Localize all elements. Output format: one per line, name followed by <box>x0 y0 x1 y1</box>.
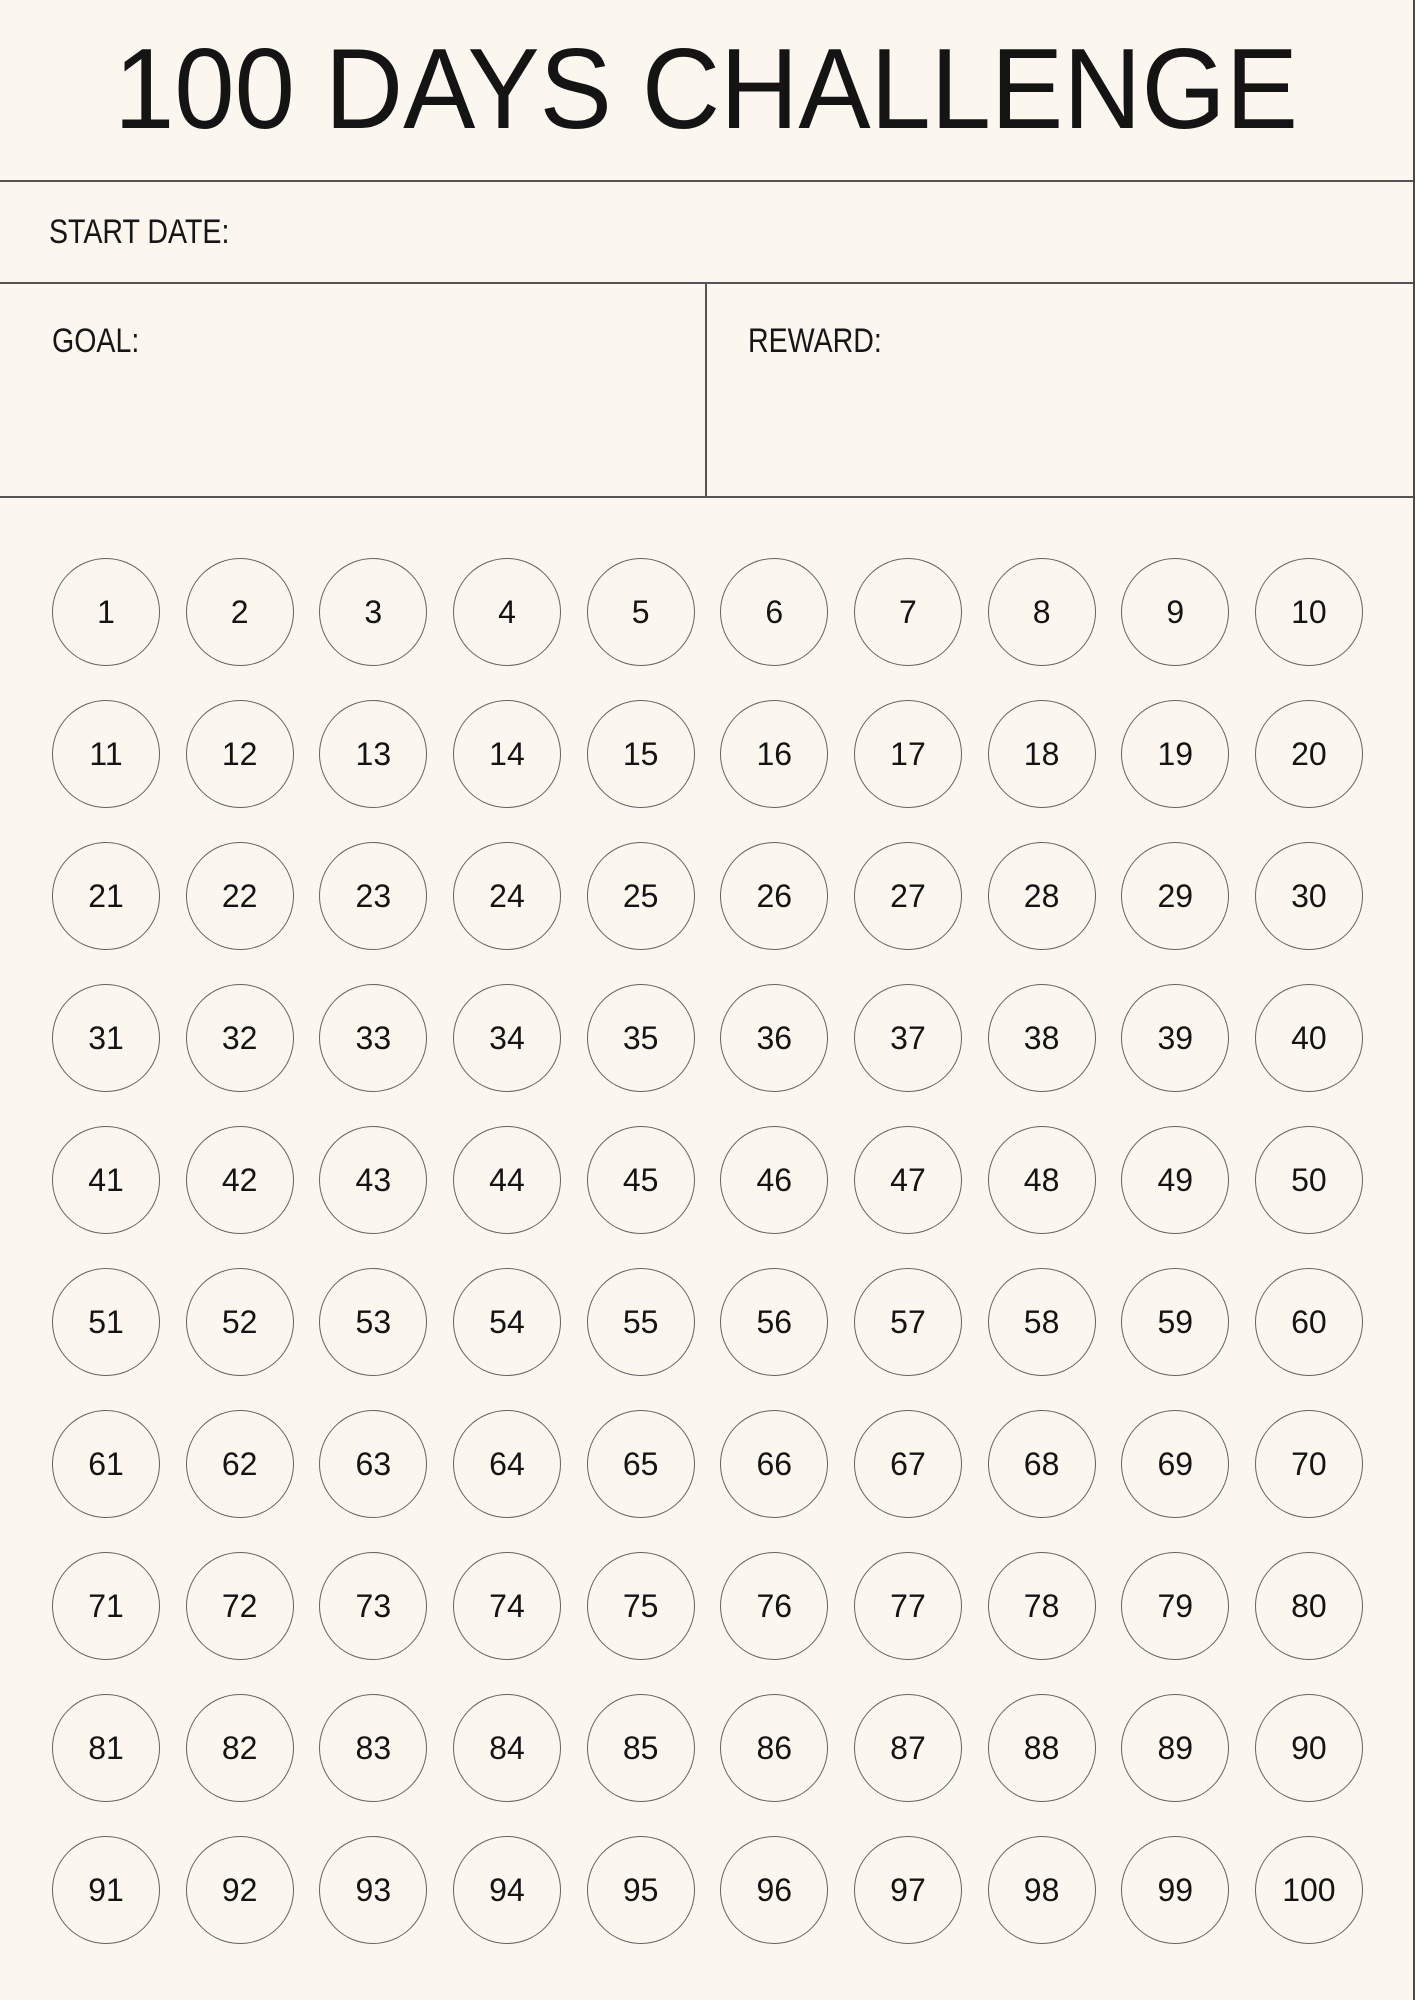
day-circle[interactable] <box>854 1694 962 1802</box>
day-circle[interactable] <box>319 1410 427 1518</box>
day-circle[interactable] <box>854 1552 962 1660</box>
day-circle[interactable] <box>52 1836 160 1944</box>
day-number: 56 <box>756 1304 793 1340</box>
day-circle[interactable] <box>1121 842 1229 950</box>
day-number: 16 <box>756 736 793 772</box>
day-circle[interactable] <box>319 558 427 666</box>
day-circle[interactable] <box>52 700 160 808</box>
day-circle[interactable] <box>453 1836 561 1944</box>
day-number: 89 <box>1157 1730 1194 1766</box>
day-number: 85 <box>622 1730 659 1766</box>
day-number: 98 <box>1023 1872 1060 1908</box>
day-number: 64 <box>489 1446 525 1482</box>
day-circle[interactable] <box>720 558 828 666</box>
day-circle[interactable] <box>988 1268 1096 1376</box>
days-grid <box>52 558 1363 1944</box>
day-circle[interactable] <box>720 842 828 950</box>
day-circle[interactable] <box>319 984 427 1092</box>
day-number: 69 <box>1157 1446 1194 1482</box>
day-number: 82 <box>221 1730 258 1766</box>
goal-label: GOAL: <box>52 322 140 360</box>
day-circle[interactable] <box>186 842 294 950</box>
day-number: 29 <box>1157 878 1194 914</box>
day-circle[interactable] <box>587 984 695 1092</box>
day-number: 11 <box>89 736 123 772</box>
day-circle[interactable] <box>52 842 160 950</box>
day-number: 75 <box>622 1588 659 1624</box>
day-number: 77 <box>890 1588 926 1624</box>
day-number: 52 <box>221 1304 258 1340</box>
day-number: 91 <box>88 1872 124 1908</box>
day-circle[interactable] <box>988 984 1096 1092</box>
day-number: 81 <box>88 1730 124 1766</box>
day-number: 20 <box>1291 736 1327 772</box>
day-number: 31 <box>88 1020 124 1056</box>
day-circle[interactable] <box>186 1268 294 1376</box>
day-circle[interactable] <box>1255 1552 1363 1660</box>
day-circle[interactable] <box>720 1410 828 1518</box>
day-circle[interactable] <box>720 984 828 1092</box>
day-circle[interactable] <box>319 1268 427 1376</box>
start-date-row <box>0 182 1413 284</box>
day-circle[interactable] <box>720 1694 828 1802</box>
day-number: 44 <box>489 1162 525 1198</box>
day-circle[interactable] <box>720 700 828 808</box>
day-circle[interactable] <box>186 1126 294 1234</box>
day-number: 27 <box>890 878 926 914</box>
day-number: 14 <box>489 736 525 772</box>
day-number: 36 <box>756 1020 793 1056</box>
day-circle[interactable] <box>1121 1552 1229 1660</box>
day-number: 41 <box>88 1162 124 1198</box>
day-number: 37 <box>890 1020 926 1056</box>
day-circle[interactable] <box>319 1694 427 1802</box>
day-number: 58 <box>1023 1304 1060 1340</box>
day-number: 55 <box>622 1304 659 1340</box>
day-number: 68 <box>1023 1446 1060 1482</box>
day-number: 39 <box>1157 1020 1194 1056</box>
day-number: 40 <box>1291 1020 1327 1056</box>
day-number: 47 <box>890 1162 926 1198</box>
day-circle[interactable] <box>1121 1836 1229 1944</box>
day-circle[interactable] <box>52 1126 160 1234</box>
day-number: 72 <box>221 1588 258 1624</box>
day-circle[interactable] <box>587 1126 695 1234</box>
day-number: 9 <box>1166 594 1185 630</box>
day-number: 67 <box>890 1446 926 1482</box>
day-number: 35 <box>622 1020 659 1056</box>
day-number: 78 <box>1023 1588 1060 1624</box>
day-circle[interactable] <box>854 558 962 666</box>
day-number: 57 <box>890 1304 926 1340</box>
day-circle[interactable] <box>1255 1268 1363 1376</box>
day-number: 42 <box>221 1162 258 1198</box>
day-number: 96 <box>756 1872 793 1908</box>
day-circle[interactable] <box>1121 700 1229 808</box>
start-date-write-area[interactable] <box>264 182 1413 282</box>
day-circle[interactable] <box>1255 1694 1363 1802</box>
day-number: 66 <box>756 1446 793 1482</box>
day-number: 49 <box>1157 1162 1194 1198</box>
day-number: 38 <box>1023 1020 1060 1056</box>
day-circle[interactable] <box>453 558 561 666</box>
day-circle[interactable] <box>854 700 962 808</box>
day-number: 50 <box>1291 1162 1327 1198</box>
day-number: 12 <box>221 736 258 772</box>
day-circle[interactable] <box>988 1410 1096 1518</box>
day-number: 13 <box>355 736 392 772</box>
day-circle[interactable] <box>1121 984 1229 1092</box>
day-number: 83 <box>355 1730 392 1766</box>
day-number: 70 <box>1291 1446 1327 1482</box>
day-number: 18 <box>1023 736 1060 772</box>
day-circle[interactable] <box>453 1268 561 1376</box>
day-circle[interactable] <box>453 984 561 1092</box>
day-number: 93 <box>355 1872 392 1908</box>
day-number: 87 <box>890 1730 926 1766</box>
day-number: 21 <box>88 878 124 914</box>
day-number: 84 <box>489 1730 525 1766</box>
day-number: 26 <box>756 878 793 914</box>
day-circle[interactable] <box>1255 558 1363 666</box>
day-number: 94 <box>489 1872 525 1908</box>
day-circle[interactable] <box>453 1410 561 1518</box>
day-number: 73 <box>355 1588 392 1624</box>
header <box>0 0 1413 182</box>
day-circle[interactable] <box>854 1126 962 1234</box>
day-circle[interactable] <box>587 1268 695 1376</box>
day-circle[interactable] <box>720 1552 828 1660</box>
day-number: 34 <box>489 1020 525 1056</box>
day-number: 5 <box>631 594 650 630</box>
day-number: 3 <box>364 594 383 630</box>
day-circle[interactable] <box>854 1836 962 1944</box>
reward-write-area[interactable] <box>707 284 1413 496</box>
day-number: 45 <box>622 1162 659 1198</box>
day-circle[interactable] <box>1121 1268 1229 1376</box>
day-number: 74 <box>489 1588 525 1624</box>
day-circle[interactable] <box>854 1410 962 1518</box>
day-circle[interactable] <box>186 1836 294 1944</box>
day-circle[interactable] <box>854 1268 962 1376</box>
day-circle[interactable] <box>988 558 1096 666</box>
day-circle[interactable] <box>186 1552 294 1660</box>
start-date-label: START DATE: <box>49 213 230 251</box>
day-number: 86 <box>756 1730 793 1766</box>
day-number: 32 <box>221 1020 258 1056</box>
day-number: 30 <box>1291 878 1327 914</box>
day-number: 15 <box>622 736 659 772</box>
day-circle[interactable] <box>52 1694 160 1802</box>
day-circle[interactable] <box>319 1552 427 1660</box>
day-number: 43 <box>355 1162 392 1198</box>
day-number: 53 <box>355 1304 392 1340</box>
day-circle[interactable] <box>1255 842 1363 950</box>
day-number: 88 <box>1023 1730 1060 1766</box>
day-circle[interactable] <box>720 1126 828 1234</box>
day-circle[interactable] <box>854 842 962 950</box>
day-number: 61 <box>88 1446 124 1482</box>
day-circle[interactable] <box>988 1126 1096 1234</box>
page-title: 100 DAYS CHALLENGE <box>114 26 1299 153</box>
day-circle[interactable] <box>52 1410 160 1518</box>
day-number: 97 <box>890 1872 926 1908</box>
day-circle[interactable] <box>587 1410 695 1518</box>
day-circle[interactable] <box>988 700 1096 808</box>
day-number: 4 <box>498 594 516 630</box>
day-circle[interactable] <box>720 1268 828 1376</box>
day-circle[interactable] <box>52 558 160 666</box>
day-circle[interactable] <box>1255 1126 1363 1234</box>
day-circle[interactable] <box>988 1552 1096 1660</box>
day-number: 65 <box>622 1446 659 1482</box>
day-circle[interactable] <box>453 1694 561 1802</box>
day-number: 46 <box>756 1162 793 1198</box>
day-number: 100 <box>1282 1872 1336 1908</box>
day-circle[interactable] <box>720 1836 828 1944</box>
day-number: 28 <box>1023 878 1060 914</box>
day-circle[interactable] <box>186 1694 294 1802</box>
day-circle[interactable] <box>587 558 695 666</box>
day-circle[interactable] <box>587 700 695 808</box>
day-circle[interactable] <box>52 1268 160 1376</box>
day-circle[interactable] <box>1255 1836 1363 1944</box>
day-number: 23 <box>355 878 392 914</box>
day-number: 19 <box>1157 736 1194 772</box>
day-circle[interactable] <box>1121 558 1229 666</box>
day-circle[interactable] <box>186 558 294 666</box>
day-number: 76 <box>756 1588 793 1624</box>
day-circle[interactable] <box>453 700 561 808</box>
day-number: 22 <box>221 878 258 914</box>
day-circle[interactable] <box>453 842 561 950</box>
day-number: 79 <box>1157 1588 1194 1624</box>
day-circle[interactable] <box>186 1410 294 1518</box>
day-circle[interactable] <box>988 842 1096 950</box>
day-circle[interactable] <box>1121 1410 1229 1518</box>
day-number: 63 <box>355 1446 392 1482</box>
day-circle[interactable] <box>52 984 160 1092</box>
day-number: 51 <box>88 1304 124 1340</box>
day-number: 99 <box>1157 1872 1194 1908</box>
day-number: 10 <box>1291 594 1327 630</box>
day-number: 90 <box>1291 1730 1327 1766</box>
day-number: 80 <box>1291 1588 1327 1624</box>
day-circle[interactable] <box>988 1836 1096 1944</box>
day-circle[interactable] <box>319 1836 427 1944</box>
day-circle[interactable] <box>1255 1410 1363 1518</box>
day-number: 60 <box>1291 1304 1327 1340</box>
day-number: 95 <box>622 1872 659 1908</box>
day-circle[interactable] <box>453 1552 561 1660</box>
day-circle[interactable] <box>988 1694 1096 1802</box>
day-circle[interactable] <box>52 1552 160 1660</box>
day-number: 54 <box>489 1304 525 1340</box>
day-number: 59 <box>1157 1304 1194 1340</box>
day-circle[interactable] <box>1255 984 1363 1092</box>
day-circle[interactable] <box>854 984 962 1092</box>
day-circle[interactable] <box>587 1836 695 1944</box>
day-number: 8 <box>1032 594 1051 630</box>
day-circle[interactable] <box>587 1552 695 1660</box>
goal-write-area[interactable] <box>0 284 707 496</box>
day-circle[interactable] <box>1121 1126 1229 1234</box>
day-number: 7 <box>899 594 917 630</box>
day-circle[interactable] <box>1121 1694 1229 1802</box>
day-circle[interactable] <box>1255 700 1363 808</box>
day-circle[interactable] <box>186 984 294 1092</box>
day-circle[interactable] <box>186 700 294 808</box>
day-number: 62 <box>221 1446 258 1482</box>
day-circle[interactable] <box>319 842 427 950</box>
day-number: 48 <box>1023 1162 1060 1198</box>
day-number: 71 <box>88 1588 124 1624</box>
day-circle[interactable] <box>587 1694 695 1802</box>
day-number: 24 <box>489 878 525 914</box>
goal-reward-row <box>0 284 1413 498</box>
day-number: 92 <box>221 1872 258 1908</box>
day-number: 6 <box>765 594 784 630</box>
day-circle[interactable] <box>587 842 695 950</box>
day-number: 17 <box>890 736 926 772</box>
day-number: 1 <box>97 594 115 630</box>
reward-label: REWARD: <box>748 322 882 360</box>
day-circle[interactable] <box>319 1126 427 1234</box>
day-number: 2 <box>230 594 249 630</box>
day-number: 25 <box>622 878 659 914</box>
day-number: 33 <box>355 1020 392 1056</box>
day-circle[interactable] <box>453 1126 561 1234</box>
day-circle[interactable] <box>319 700 427 808</box>
